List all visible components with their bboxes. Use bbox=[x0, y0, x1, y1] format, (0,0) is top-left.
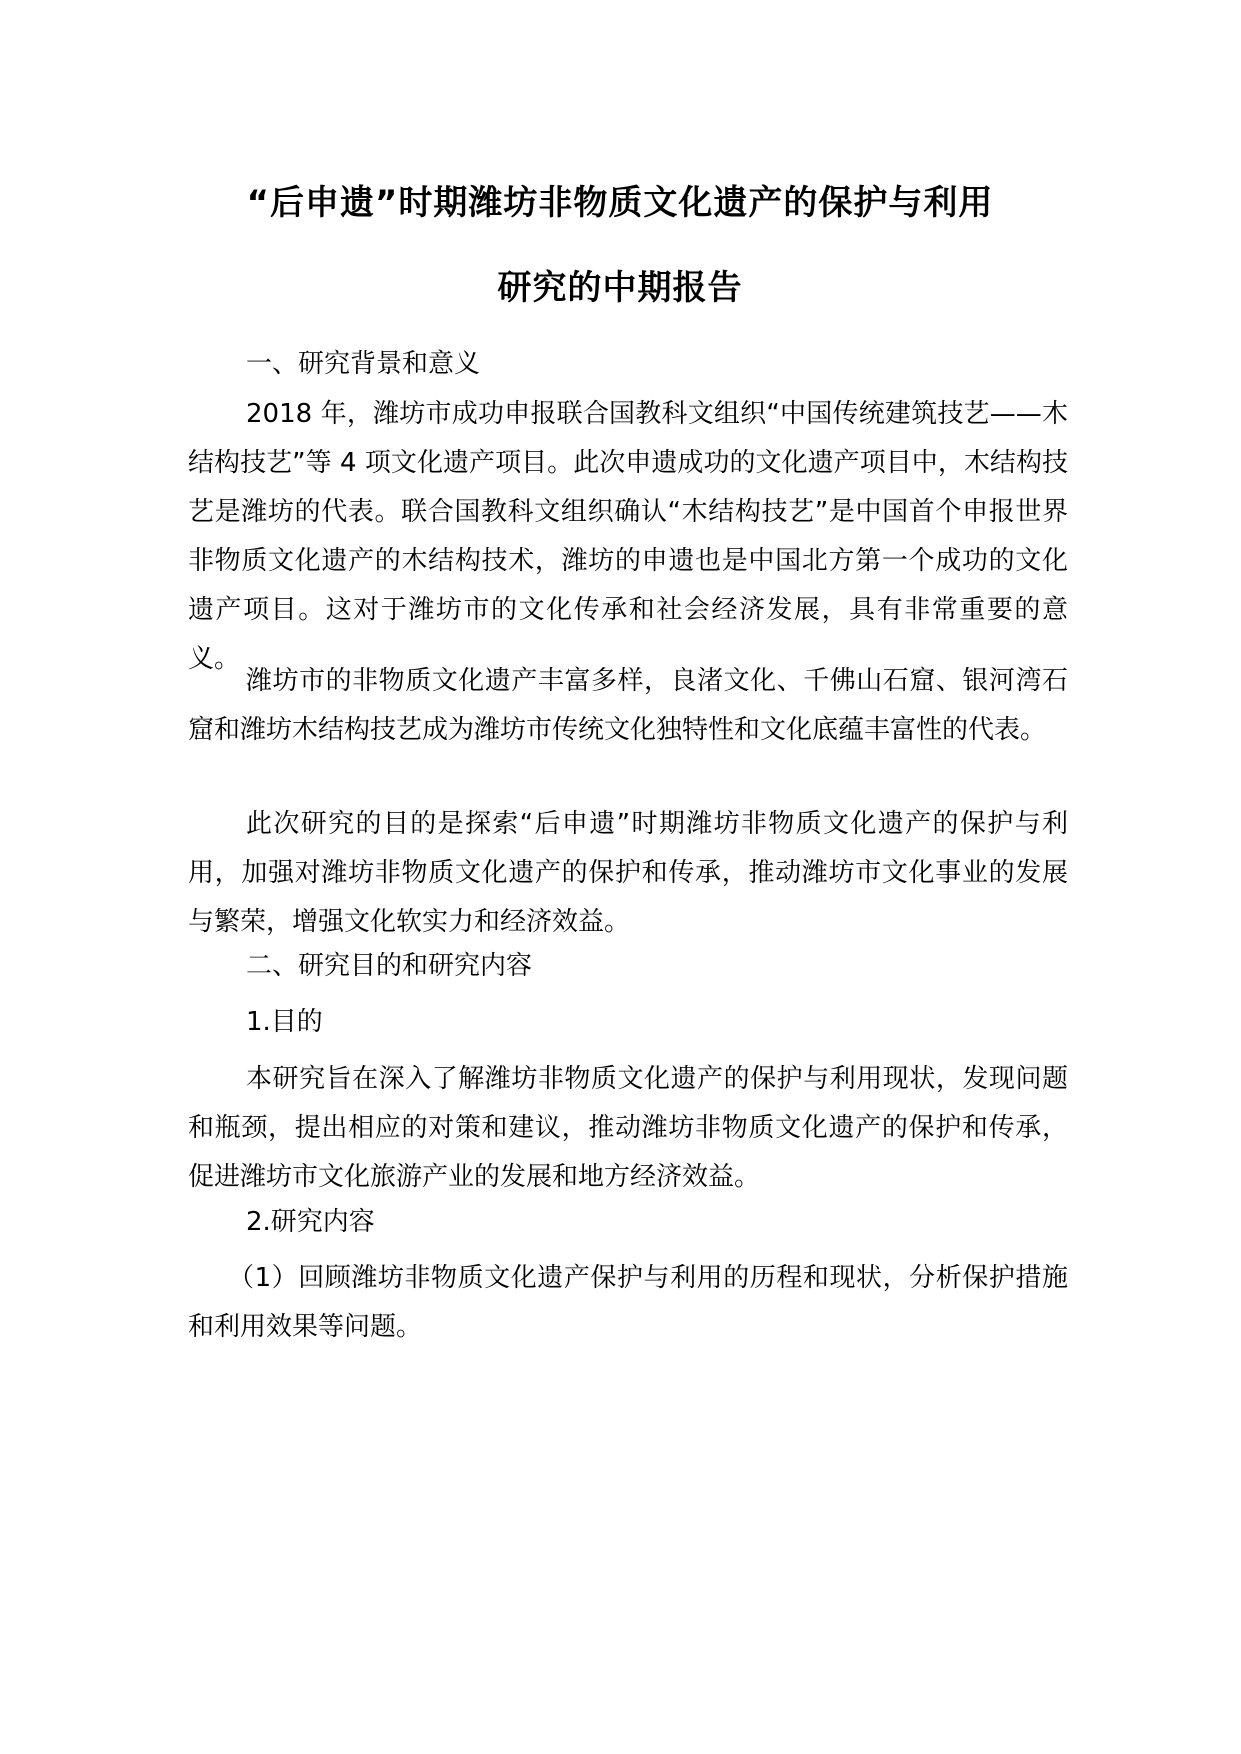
document-title-line-1: “后申遗”时期潍坊非物质文化遗产的保护与利用 bbox=[246, 183, 994, 223]
section-heading-objectives-content: 二、研究目的和研究内容 bbox=[246, 951, 533, 981]
subheading-objective: 1.目的 bbox=[246, 1007, 323, 1037]
paragraph-objective-detail: 本研究旨在深入了解潍坊非物质文化遗产的保护与利用现状，发现问题和瓶颈，提出相应的对策和建议，推动潍坊非物质文化遗产的保护和传承，促进潍坊市文化旅游产业的发展和地方经济效益。 bbox=[188, 1064, 1068, 1192]
section-heading-background: 一、研究背景和意义 bbox=[246, 349, 481, 379]
paragraph-heritage-diversity: 潍坊市的非物质文化遗产丰富多样，良渚文化、千佛山石窟、银河湾石窟和潍坊木结构技艺成为潍坊市传统文化独特性和文化底蕴丰富性的代表。 bbox=[188, 666, 1068, 745]
paragraph-content-item-1: （1）回顾潍坊非物质文化遗产保护与利用的历程和现状，分析保护措施和利用效果等问题。 bbox=[188, 1263, 1068, 1342]
document-title-line-2: 研究的中期报告 bbox=[497, 268, 743, 308]
paragraph-application-2018: 2018 年，潍坊市成功申报联合国教科文组织“中国传统建筑技艺——木结构技艺”等 4 项文化遗产项目。此次申遗成功的文化遗产项目中，木结构技艺是潍坊的代表。联合国教科文组织确认“木结构技艺”是中国首个申报世界非物质文化遗产的木结构技术，潍坊的申遗也是中国北方第一个成功的文化遗产项目。这对于潍坊市的文化传承和社会经济发展，具有非常重要的意义。 bbox=[188, 399, 1068, 674]
paragraph-research-purpose: 此次研究的目的是探索“后申遗”时期潍坊非物质文化遗产的保护与利用，加强对潍坊非物质文化遗产的保护和传承，推动潍坊市文化事业的发展与繁荣，增强文化软实力和经济效益。 bbox=[188, 809, 1068, 937]
subheading-research-content: 2.研究内容 bbox=[246, 1207, 375, 1237]
